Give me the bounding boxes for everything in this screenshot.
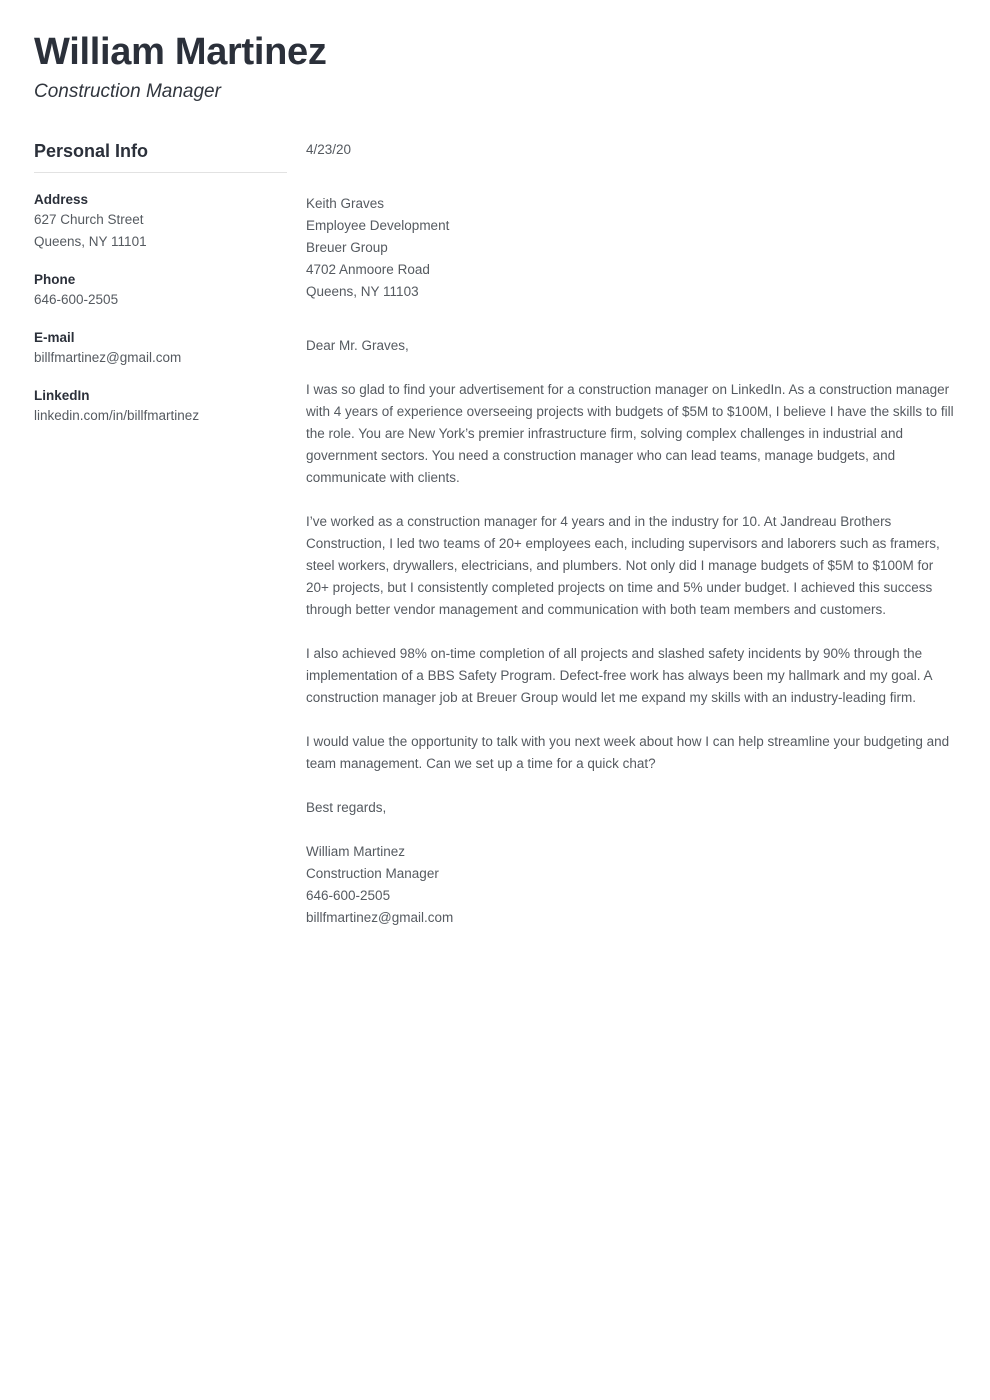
signature-job-title: Construction Manager bbox=[306, 866, 439, 881]
letter-header bbox=[34, 30, 734, 104]
info-value-linkedin[interactable]: linkedin.com/in/billfmartinez bbox=[34, 408, 200, 423]
info-label: Address bbox=[34, 192, 89, 207]
applicant-name: William Martinez bbox=[34, 31, 327, 73]
salutation: Dear Mr. Graves, bbox=[306, 338, 409, 353]
info-block-address bbox=[34, 190, 287, 253]
applicant-job-title: Construction Manager bbox=[34, 81, 221, 102]
body-paragraph: I was so glad to find your advertisement for a construction manager on LinkedIn. As a construction manager with 4 years of experience overseeing projects with budgets of $5M to $100M, I believe I have the skills to fill the role. You are New York’s premier infrastructure firm, solving complex challenges in industrial and government sectors. You need a construction manager who can lead teams, manage budgets, and communicate with clients. bbox=[306, 382, 954, 485]
recipient-company: Breuer Group bbox=[306, 240, 388, 255]
info-label: LinkedIn bbox=[34, 388, 90, 403]
recipient-address-block bbox=[306, 193, 954, 303]
info-value: Queens, NY 11101 bbox=[34, 234, 147, 249]
signature-block bbox=[306, 841, 954, 929]
info-block-phone bbox=[34, 270, 287, 311]
letter-body bbox=[306, 139, 954, 929]
closing-phrase: Best regards, bbox=[306, 800, 387, 815]
recipient-department: Employee Development bbox=[306, 218, 450, 233]
recipient-street: 4702 Anmoore Road bbox=[306, 262, 430, 277]
body-paragraph: I would value the opportunity to talk with you next week about how I can help streamline your budgeting and team management. Can we set up a time for a quick chat? bbox=[306, 734, 950, 771]
recipient-name: Keith Graves bbox=[306, 196, 385, 211]
sidebar-divider bbox=[34, 172, 287, 173]
personal-info-sidebar bbox=[34, 139, 287, 427]
sidebar-heading: Personal Info bbox=[34, 141, 149, 161]
signature-name: William Martinez bbox=[306, 844, 406, 859]
info-label: E-mail bbox=[34, 330, 75, 345]
signature-email[interactable]: billfmartinez@gmail.com bbox=[306, 910, 454, 925]
info-label: Phone bbox=[34, 272, 76, 287]
info-value: 646-600-2505 bbox=[34, 292, 119, 307]
letter-date: 4/23/20 bbox=[306, 142, 352, 157]
info-block-email bbox=[34, 328, 287, 369]
recipient-city-state-zip: Queens, NY 11103 bbox=[306, 284, 419, 299]
body-paragraph: I’ve worked as a construction manager for 4 years and in the industry for 10. At Jandreau Brothers Construction, I led two teams of 20+ employees each, including supervisors and laborers such as framers, steel workers, drywallers, electricians, and plumbers. Not only did I manage budgets of $5M to $100M for 20+ projects, but I consistently completed projects on time and 5% under budget. I achieved this success through better vendor management and communication with both team members and customers. bbox=[306, 514, 940, 617]
body-paragraph: I also achieved 98% on-time completion of all projects and slashed safety incidents by 90% through the implementation of a BBS Safety Program. Defect-free work has always been my hallmark and my goal. A construction manager job at Breuer Group would let me expand my skills with an industry-leading firm. bbox=[306, 646, 932, 705]
info-value-email[interactable]: billfmartinez@gmail.com bbox=[34, 350, 182, 365]
info-block-linkedin bbox=[34, 386, 287, 427]
info-value: 627 Church Street bbox=[34, 212, 144, 227]
signature-phone: 646-600-2505 bbox=[306, 888, 391, 903]
